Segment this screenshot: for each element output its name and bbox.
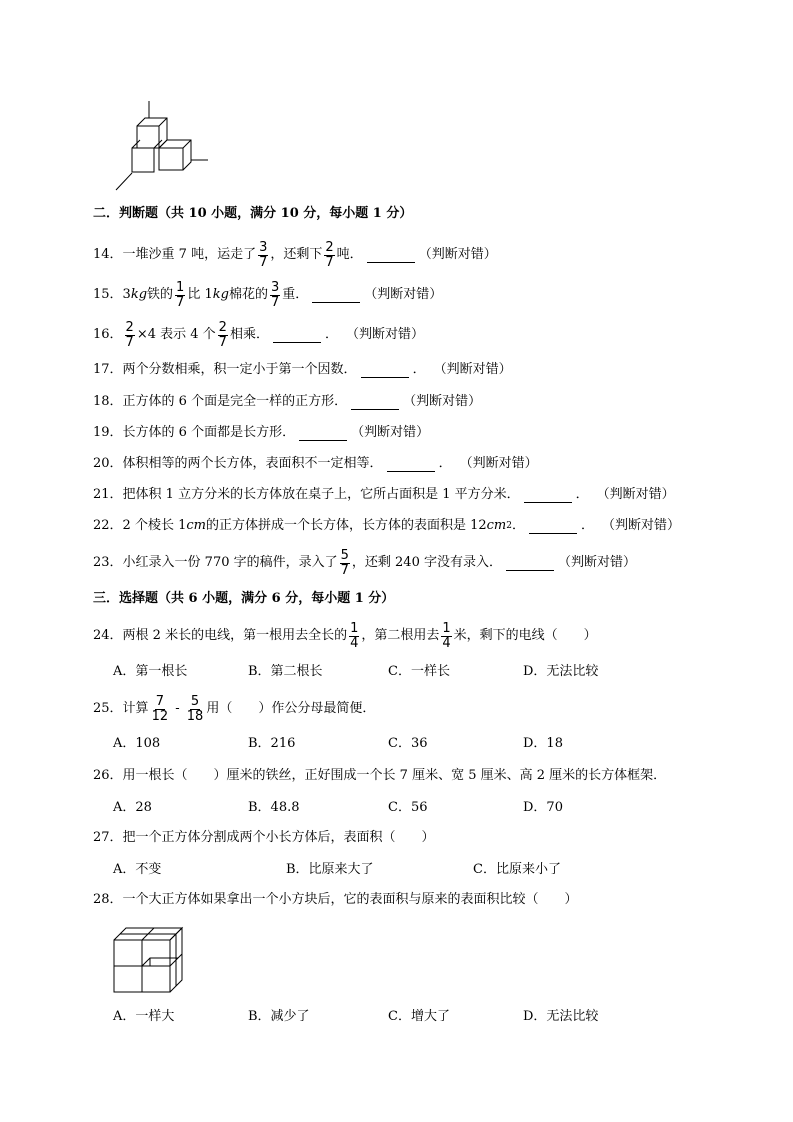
q16-fraction-1: [125, 321, 135, 350]
q27-option-c[interactable]: C．比原来小了: [473, 862, 561, 877]
q24-f1-den: 4: [350, 635, 359, 651]
q25-f1-num: 7: [155, 693, 164, 709]
q24-option-c[interactable]: C．一样长: [388, 664, 450, 679]
q15-answer-blank[interactable]: [312, 288, 360, 303]
q17-text-2: ．: [412, 362, 426, 377]
question-27: [93, 829, 733, 847]
q25-f2-den: 18: [186, 708, 204, 724]
q16-f2-den: 7: [218, 334, 227, 350]
q24-option-a[interactable]: A．第一根长: [113, 664, 188, 679]
q14-number: 14．: [93, 247, 123, 262]
q21-answer-blank[interactable]: [524, 488, 572, 503]
q17-text-1: 两个分数相乘，积一定小于第一个因数．: [122, 362, 357, 377]
q15-unit-2: kg: [212, 287, 229, 302]
q24-option-d[interactable]: D．无法比较: [523, 664, 599, 679]
q21-number: 21．: [93, 487, 123, 502]
q25-f1-den: 12: [151, 708, 169, 724]
q25-fraction-2: [186, 695, 205, 724]
question-23: [93, 547, 733, 578]
q24-text-1: 两根 2 米长的电线，第一根用去全长的: [122, 628, 348, 643]
q18-answer-blank[interactable]: [351, 395, 399, 410]
q23-f1-num: 5: [340, 547, 349, 563]
q21-judge-tag: （判断对错）: [596, 487, 675, 502]
q22-unit-1: cm: [186, 518, 206, 533]
q28-text-1: 一个大正方体如果拿出一个小方块后，它的表面积与原来的表面积比较（ ）: [122, 892, 578, 907]
q22-answer-blank[interactable]: [529, 519, 577, 534]
q20-text-2: ．: [438, 456, 452, 471]
question-20: [93, 455, 733, 473]
q15-fraction-2: [270, 281, 280, 310]
q25-fraction-1: [151, 695, 170, 724]
q14-f2-num: 2: [325, 239, 334, 255]
q26-option-d[interactable]: D．70: [523, 800, 563, 815]
q23-text-1: 小红录入一份 770 字的稿件，录入了: [122, 555, 338, 570]
q23-fraction-1: [340, 549, 350, 578]
q26-option-c[interactable]: C．56: [388, 800, 428, 815]
q15-text-2: 铁的: [147, 287, 174, 302]
q28-number: 28．: [93, 892, 123, 907]
q15-f1-num: 1: [176, 279, 185, 295]
q24-f2-num: 1: [442, 620, 451, 636]
q15-judge-tag: （判断对错）: [364, 287, 443, 302]
q14-text-2: ，还剩下: [270, 247, 323, 262]
q24-number: 24．: [93, 628, 123, 643]
q22-text-3: ．: [512, 518, 526, 533]
q15-text-4: 棉花的: [228, 287, 268, 302]
q18-text-1: 正方体的 6 个面是完全一样的正方形．: [122, 394, 348, 409]
q26-text-1: 用一根长（ ）厘米的铁丝，正好围成一个长 7 厘米、宽 5 厘米、高 2 厘米的长方体框架．: [122, 768, 667, 783]
q16-f1-den: 7: [125, 334, 134, 350]
q22-number: 22．: [93, 518, 123, 533]
q15-text-5: 重．: [282, 287, 309, 302]
q24-f2-den: 4: [442, 635, 451, 651]
q22-text-4: ．: [581, 518, 595, 533]
question-22: [93, 517, 733, 535]
q15-f2-num: 3: [270, 279, 280, 295]
q28-option-d[interactable]: D．无法比较: [523, 1009, 599, 1024]
q19-number: 19．: [93, 425, 123, 440]
q15-fraction-1: [175, 281, 185, 310]
q14-answer-blank[interactable]: [367, 248, 415, 263]
q26-option-a[interactable]: A．28: [113, 800, 152, 815]
q14-judge-tag: （判断对错）: [418, 247, 497, 262]
q16-f1-num: 2: [125, 319, 134, 335]
question-17: [93, 361, 733, 379]
q18-number: 18．: [93, 394, 123, 409]
q15-f1-den: 7: [176, 294, 185, 310]
q24-f1-num: 1: [350, 620, 359, 636]
q20-judge-tag: （判断对错）: [459, 456, 538, 471]
q22-text-1: 2 个棱长 1: [122, 518, 187, 533]
q24-fraction-1: [349, 622, 359, 651]
q23-text-2: ，还剩 240 字没有录入．: [351, 555, 502, 570]
q20-text-1: 体积相等的两个长方体，表面积不一定相等．: [122, 456, 383, 471]
q23-judge-tag: （判断对错）: [557, 555, 636, 570]
q17-number: 17．: [93, 362, 123, 377]
section-2-title-text: 二．判断题（共 10 小题，满分 10 分，每小题 1 分）: [93, 206, 413, 221]
q22-judge-tag: （判断对错）: [602, 518, 681, 533]
q25-text-1: 计算: [122, 701, 149, 716]
q28-option-c[interactable]: C．增大了: [388, 1009, 450, 1024]
q14-text-3: 吨．: [336, 247, 363, 262]
q16-text-1: ×4 表示 4 个: [136, 327, 216, 342]
question-14: [93, 239, 733, 270]
q24-text-3: 米，剩下的电线（ ）: [453, 628, 597, 643]
question-21: [93, 486, 733, 504]
q20-answer-blank[interactable]: [387, 457, 435, 472]
q24-text-2: ，第二根用去: [361, 628, 440, 643]
section-3-title: [93, 590, 733, 608]
q27-option-b[interactable]: B．比原来大了: [286, 862, 374, 877]
q23-answer-blank[interactable]: [506, 556, 554, 571]
q27-option-a[interactable]: A．不变: [113, 862, 162, 877]
q16-answer-blank[interactable]: [273, 328, 321, 343]
q15-f2-den: 7: [270, 294, 280, 310]
q26-option-b[interactable]: B．48.8: [248, 800, 300, 815]
q14-f2-den: 7: [325, 254, 334, 270]
q18-judge-tag: （判断对错）: [403, 394, 482, 409]
cube-stack-figure: [112, 98, 212, 193]
q23-number: 23．: [93, 555, 123, 570]
q23-f1-den: 7: [340, 562, 349, 578]
q28-cube-figure: [112, 922, 192, 994]
q14-text-1: 一堆沙重 7 吨，运走了: [122, 247, 257, 262]
question-26: [93, 767, 733, 785]
section-2-title: [93, 205, 733, 223]
q14-f1-num: 3: [259, 239, 268, 255]
question-19: [93, 424, 733, 442]
question-25: [93, 695, 733, 723]
q17-answer-blank[interactable]: [361, 363, 409, 378]
question-15: [93, 279, 733, 310]
q25-text-3: 用（ ）作公分母最简便．: [206, 701, 376, 716]
q15-text-3: 比 1: [187, 287, 213, 302]
q28-option-b[interactable]: B．减少了: [248, 1009, 310, 1024]
q19-answer-blank[interactable]: [299, 426, 347, 441]
q25-option-b[interactable]: B．216: [248, 736, 296, 751]
q25-option-c[interactable]: C．36: [388, 736, 428, 751]
q17-judge-tag: （判断对错）: [433, 362, 512, 377]
q16-number: 16．: [93, 327, 123, 342]
q16-fraction-2: [218, 321, 228, 350]
question-18: [93, 393, 733, 411]
section-3-title-text: 三．选择题（共 6 小题，满分 6 分，每小题 1 分）: [93, 591, 395, 606]
q25-option-a[interactable]: A．108: [113, 736, 161, 751]
q22-text-2: 的正方体拼成一个长方体，长方体的表面积是 12: [205, 518, 487, 533]
q14-fraction-2: [324, 241, 334, 270]
q25-number: 25．: [93, 701, 123, 716]
q21-text-2: ．: [575, 487, 589, 502]
q20-number: 20．: [93, 456, 123, 471]
q28-option-a[interactable]: A．一样大: [113, 1009, 175, 1024]
q15-unit-1: kg: [130, 287, 148, 302]
q24-option-b[interactable]: B．第二根长: [248, 664, 323, 679]
question-24: [93, 622, 733, 650]
q24-fraction-2: [441, 622, 451, 651]
question-28: [93, 891, 733, 909]
q25-option-d[interactable]: D．18: [523, 736, 563, 751]
q15-number: 15．: [93, 287, 123, 302]
q16-judge-tag: （判断对错）: [345, 327, 424, 342]
q15-text-1: 3: [122, 287, 131, 302]
q25-text-2: -: [171, 701, 184, 716]
q14-fraction-1: [258, 241, 268, 270]
q16-text-3: ．: [324, 327, 338, 342]
q27-number: 27．: [93, 830, 123, 845]
q16-text-2: 相乘．: [229, 327, 269, 342]
q22-unit-2: cm: [486, 518, 507, 533]
q22-superscript: 2: [506, 521, 512, 531]
q19-judge-tag: （判断对错）: [351, 425, 430, 440]
q14-f1-den: 7: [259, 254, 268, 270]
q19-text-1: 长方体的 6 个面都是长方形．: [122, 425, 296, 440]
q25-f2-num: 5: [190, 693, 200, 709]
q16-f2-num: 2: [218, 319, 227, 335]
q26-number: 26．: [93, 768, 123, 783]
question-16: [93, 319, 733, 350]
q21-text-1: 把体积 1 立方分米的长方体放在桌子上，它所占面积是 1 平方分米．: [122, 487, 520, 502]
q27-text-1: 把一个正方体分割成两个小长方体后，表面积（ ）: [122, 830, 435, 845]
